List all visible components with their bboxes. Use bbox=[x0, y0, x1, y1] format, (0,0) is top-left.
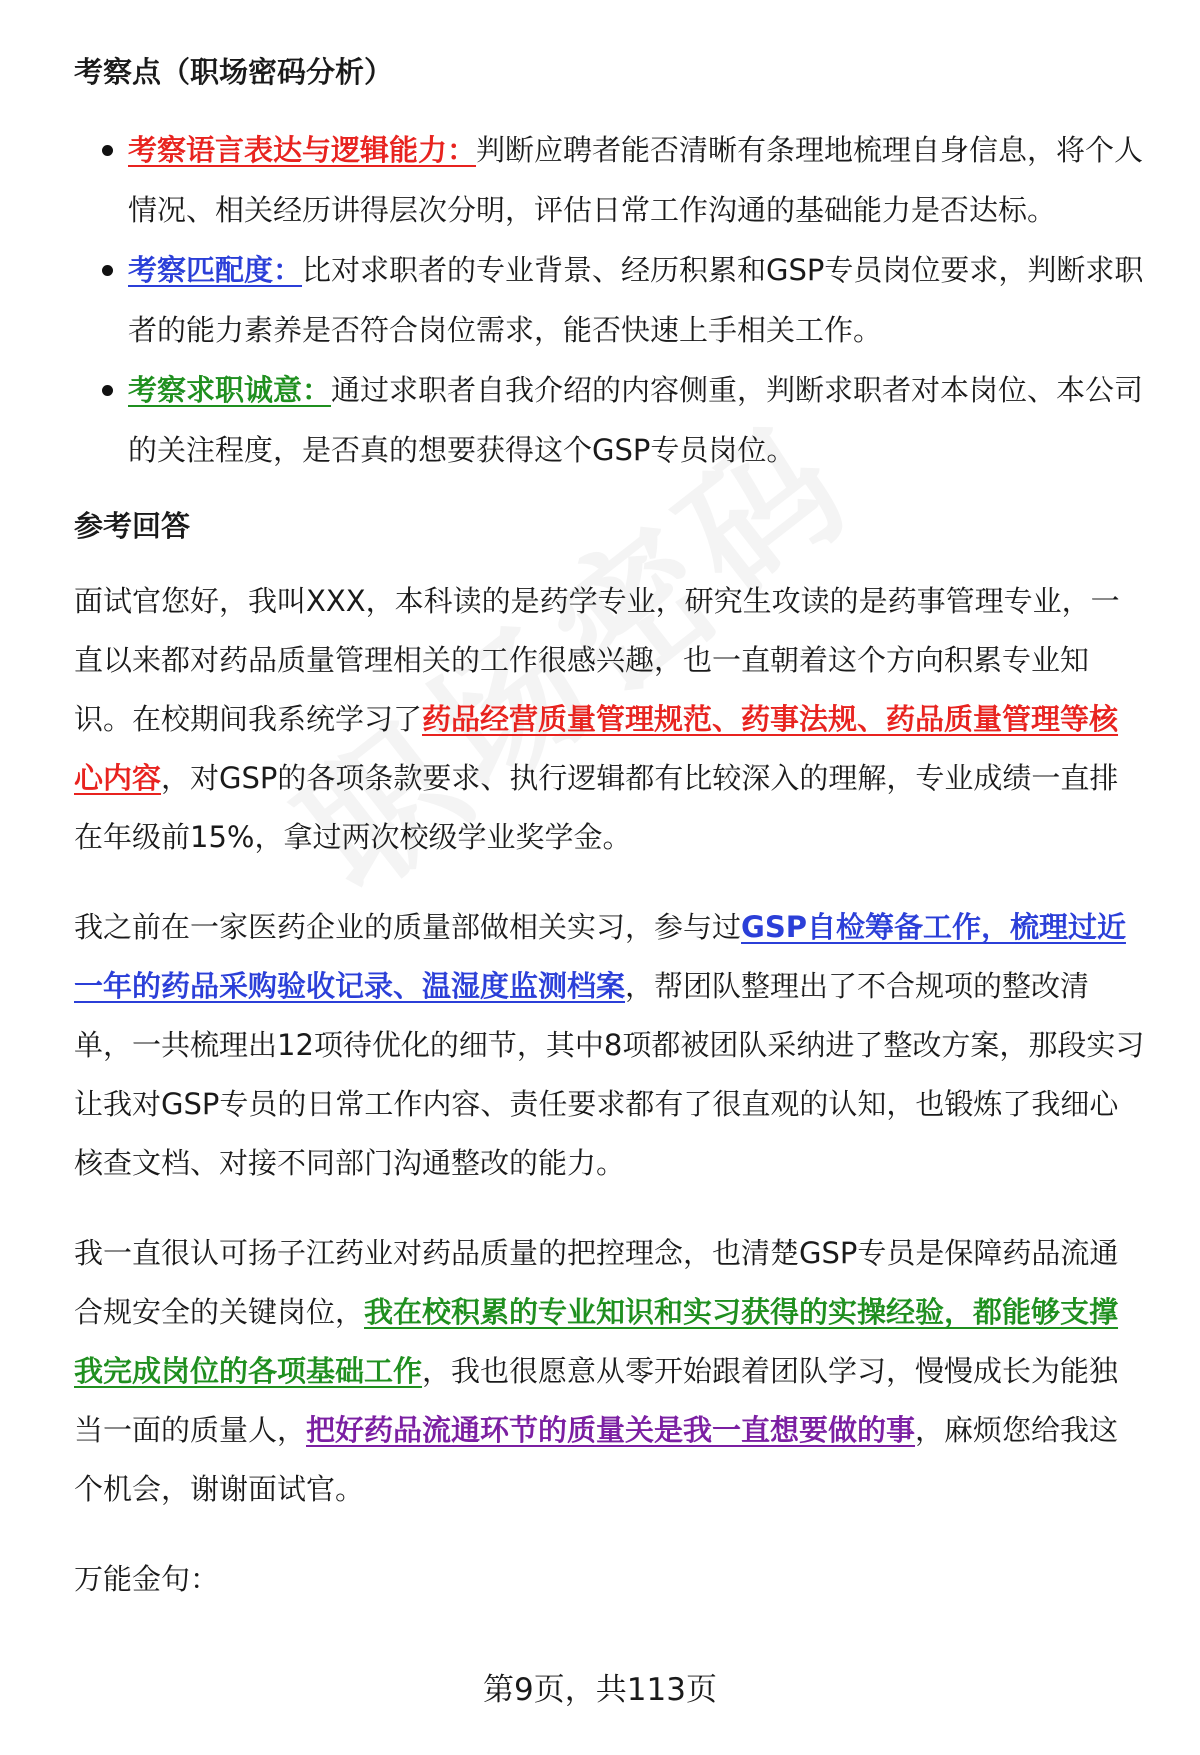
highlight-purple: 把好药品流通环节的质量关是我一直想要做的事 bbox=[306, 1413, 916, 1447]
assessment-list bbox=[74, 120, 1146, 480]
bullet-keyword: 考察求职诚意： bbox=[128, 373, 332, 407]
answer-paragraph-3 bbox=[74, 1224, 1146, 1519]
bullet-dot-icon bbox=[102, 265, 113, 276]
paragraph-text: ，我也很愿意从零开始跟着团队学习，慢慢成长为能独当一面的质量人， bbox=[74, 1354, 1119, 1447]
highlight-green: 我在校积累的专业知识和实习获得的实操经验，都能够支撑我完成岗位的各项基础工作 bbox=[74, 1295, 1119, 1388]
answer-paragraph-2 bbox=[74, 898, 1146, 1193]
bullet-dot-icon bbox=[102, 145, 113, 156]
section-heading-assessment: 考察点（职场密码分析） bbox=[74, 55, 394, 89]
list-item bbox=[74, 120, 1146, 240]
bullet-text: 通过求职者自我介绍的内容侧重，判断求职者对本岗位、本公司的关注程度，是否真的想要获得这个GSP专员岗位。 bbox=[128, 373, 1144, 467]
list-item bbox=[74, 240, 1146, 360]
paragraph-text: ，麻烦您给我这个机会，谢谢面试官。 bbox=[74, 1413, 1119, 1506]
list-item bbox=[74, 360, 1146, 480]
bullet-keyword: 考察语言表达与逻辑能力： bbox=[128, 133, 477, 167]
bullet-keyword: 考察匹配度： bbox=[128, 253, 303, 287]
bullet-text: 判断应聘者能否清晰有条理地梳理自身信息，将个人情况、相关经历讲得层次分明，评估日常工作沟通的基础能力是否达标。 bbox=[128, 133, 1144, 227]
document-page bbox=[74, 52, 1146, 1609]
answer-paragraph-1 bbox=[74, 572, 1146, 867]
section-heading-answer: 参考回答 bbox=[74, 509, 191, 543]
paragraph-text: 我之前在一家医药企业的质量部做相关实习，参与过 bbox=[74, 910, 742, 944]
bullet-dot-icon bbox=[102, 385, 113, 396]
paragraph-text: 我一直很认可扬子江药业对药品质量的把控理念，也清楚GSP专员是保障药品流通合规安全的关键岗位， bbox=[74, 1236, 1119, 1329]
closing-label: 万能金句： bbox=[74, 1562, 220, 1596]
paragraph-text: ，帮团队整理出了不合规项的整改清单，一共梳理出12项待优化的细节，其中8项都被团队采纳进了整改方案，那段实习让我对GSP专员的日常工作内容、责任要求都有了很直观的认知，也锻炼了我细心核查文档、对接不同部门沟通整改的能力。 bbox=[74, 969, 1145, 1180]
paragraph-text: 面试官您好，我叫XXX，本科读的是药学专业，研究生攻读的是药事管理专业，一直以来都对药品质量管理相关的工作很感兴趣，也一直朝着这个方向积累专业知识。在校期间我系统学习了 bbox=[74, 584, 1120, 736]
page-number: 第9页，共113页 bbox=[483, 1672, 717, 1708]
paragraph-text: ，对GSP的各项条款要求、执行逻辑都有比较深入的理解，专业成绩一直排在年级前15%，拿过两次校级学业奖学金。 bbox=[74, 761, 1119, 854]
highlight-red: 药品经营质量管理规范、药事法规、药品质量管理等核心内容 bbox=[74, 702, 1119, 795]
bullet-text: 比对求职者的专业背景、经历积累和GSP专员岗位要求，判断求职者的能力素养是否符合岗位需求，能否快速上手相关工作。 bbox=[128, 253, 1144, 347]
highlight-blue: GSP自检筹备工作，梳理过近一年的药品采购验收记录、温湿度监测档案 bbox=[74, 910, 1126, 1003]
